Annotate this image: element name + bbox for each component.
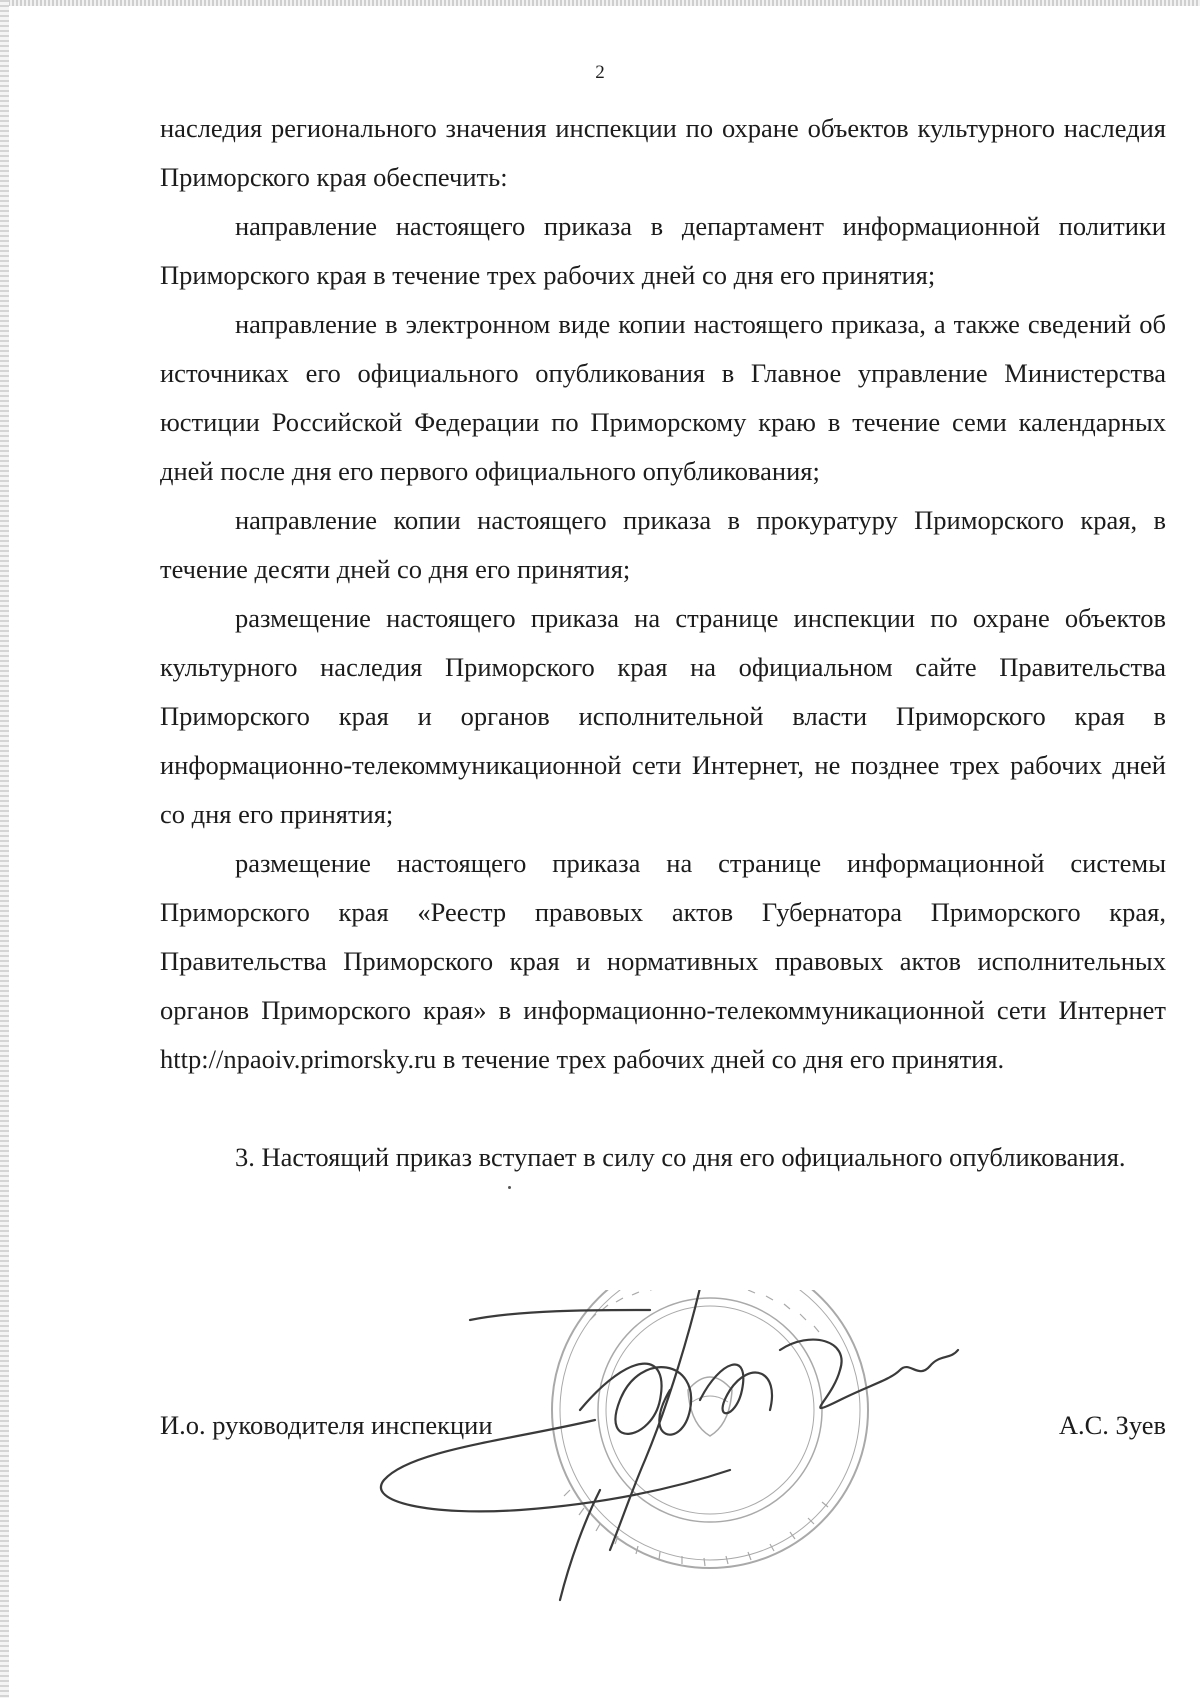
page-number: 2 xyxy=(595,62,605,83)
paragraph-clause-3: 3. Настоящий приказ вступает в силу со дня его официального опубликования. xyxy=(235,1142,1126,1172)
paragraph-item-registry: размещение настоящего приказа на странице информационной системы Приморского края «Реестр правовых актов Губернатора Приморского края, Правительства Приморского края и нормативных правовых актов исполнительных органов Приморского края» в информационно-телекоммуникационной сети Интернет http://npaoiv.primorsky.ru в течение трех рабочих дней со дня его принятия. xyxy=(160,848,1166,1074)
scan-edge-top xyxy=(0,0,1200,6)
signer-name: А.С. Зуев xyxy=(1058,1410,1166,1440)
stamp-and-signature xyxy=(370,1290,990,1620)
paragraph-item-website: размещение настоящего приказа на странице инспекции по охране объектов культурного наследия Приморского края на официальном сайте Правительства Приморского края и органов исполнительной власти Приморского края в информационно-телекоммуникационной сети Интернет, не позднее трех рабочих дней со дня его принятия; xyxy=(160,603,1166,829)
document-body xyxy=(160,104,1166,1182)
scan-edge-left xyxy=(0,0,9,1698)
signature-block xyxy=(160,1410,1166,1450)
paragraph-continuation: наследия регионального значения инспекции по охране объектов культурного наследия Приморского края обеспечить: xyxy=(160,113,1166,192)
scan-speck xyxy=(508,1186,511,1189)
paragraph-item-prosecutor: направление копии настоящего приказа в прокуратуру Приморского края, в течение десяти дней со дня его принятия; xyxy=(160,505,1166,584)
signer-title: И.о. руководителя инспекции xyxy=(160,1410,493,1440)
paragraph-item-info-policy: направление настоящего приказа в департамент информационной политики Приморского края в течение трех рабочих дней со дня его принятия; xyxy=(160,211,1166,290)
paragraph-item-ministry-justice: направление в электронном виде копии настоящего приказа, а также сведений об источниках его официального опубликования в Главное управление Министерства юстиции Российской Федерации по Приморскому краю в течение семи календарных дней после дня его первого официального опубликования; xyxy=(160,309,1166,486)
